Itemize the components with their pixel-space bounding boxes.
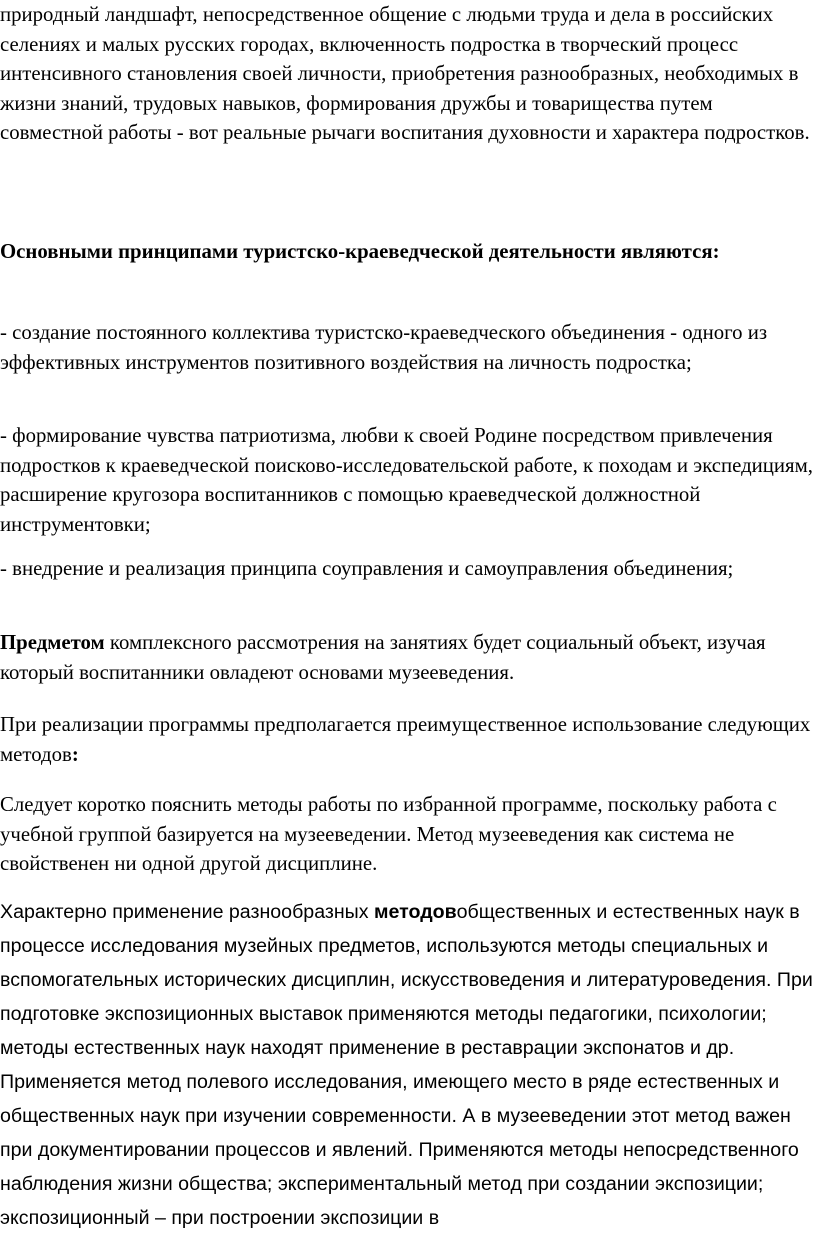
methods-explain-paragraph bbox=[0, 790, 816, 879]
methods-intro-text: При реализации программы предполагается преимущественное использование следующих методов bbox=[0, 713, 811, 766]
methods-intro-paragraph bbox=[0, 710, 816, 769]
principle-item bbox=[0, 318, 816, 377]
subject-bold: Предметом bbox=[0, 631, 105, 654]
principles-heading-text: Основными принципами туристско-краеведческой деятельности являются: bbox=[0, 240, 720, 263]
principle-item bbox=[0, 421, 816, 539]
principle-item bbox=[0, 554, 816, 584]
final-bold: методов bbox=[374, 901, 457, 923]
principle-text-2: - формирование чувства патриотизма, любви к своей Родине посредством привлечения подростков к краеведческой поисково-исследовательской работе, к походам и экспедициям, расширение кругозора воспитанников с помощью краеведческой должностной инструментовки; bbox=[0, 424, 813, 536]
methods-explain-text: Следует коротко пояснить методы работы по избранной программе, поскольку работа с учебной группой базируется на музееведении. Метод музееведения как система не свойственен ни одной другой дисциплине. bbox=[0, 793, 777, 875]
principle-text-1: - создание постоянного коллектива туристско-краеведческого объединения - одного из эффективных инструментов позитивного воздействия на личность подростка; bbox=[0, 321, 768, 374]
final-paragraph bbox=[0, 895, 816, 1235]
final-rest: общественных и естественных наук в процессе исследования музейных предметов, используются методы специальных и вспомогательных исторических дисциплин, искусствоведения и литературоведения. При подготовке экспозиционных выставок применяются методы педагогики, психологии; методы естественных наук находят применение в реставрации экспонатов и др. Применяется метод полевого исследования, имеющего место в ряде естественных и общественных наук при изучении современности. А в музееведении этот метод важен при документировании процессов и явлений. Применяются методы непосредственного наблюдения жизни общества; экспериментальный метод при создании экспозиции; экспозиционный – при построении экспозиции в bbox=[0, 901, 813, 1229]
methods-intro-colon: : bbox=[71, 742, 79, 766]
final-pre: Характерно применение разнообразных bbox=[0, 901, 375, 923]
intro-paragraph bbox=[0, 0, 816, 148]
subject-paragraph bbox=[0, 628, 816, 687]
principle-text-3: - внедрение и реализация принципа соуправления и самоуправления объединения; bbox=[0, 557, 734, 580]
intro-text: природный ландшафт, непосредственное общение с людьми труда и дела в российских селениях и малых русских городах, включенность подростка в творческий процесс интенсивного становления своей личности, приобретения разнообразных, необходимых в жизни знаний, трудовых навыков, формирования дружбы и товарищества путем совместной работы - вот реальные рычаги воспитания духовности и характера подростков. bbox=[0, 3, 810, 144]
principles-heading bbox=[0, 237, 816, 267]
subject-rest: комплексного рассмотрения на занятиях будет социальный объект, изучая который воспитанники овладеют основами музееведения. bbox=[0, 631, 766, 684]
